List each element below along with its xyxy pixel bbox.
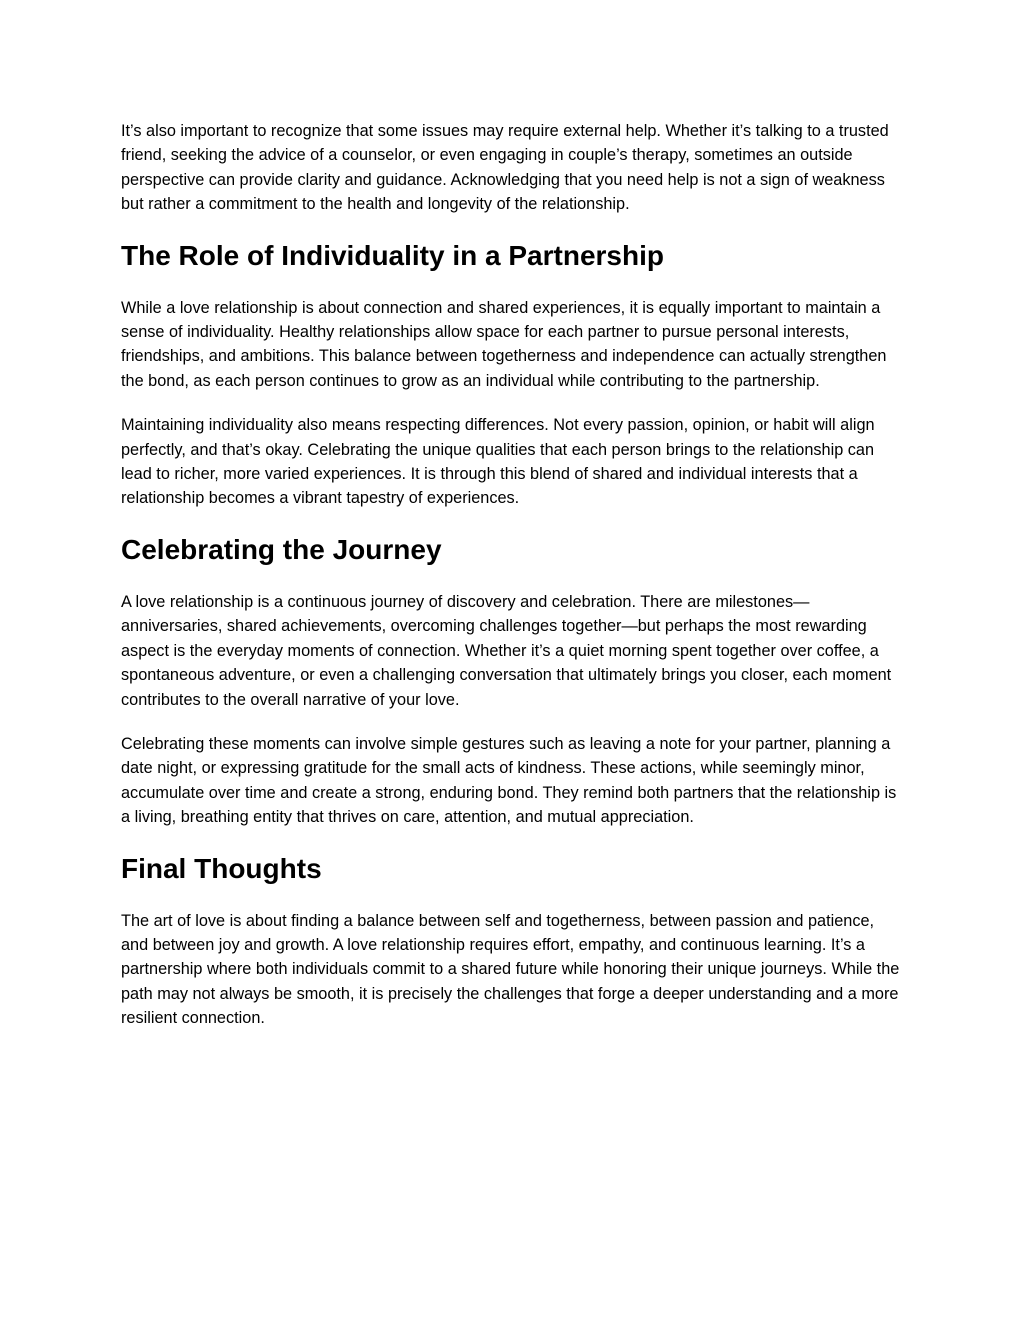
intro-paragraph: It’s also important to recognize that some issues may require external help. Whether it’s talking to a trusted friend, seeking the advice of a counselor, or even engaging in couple’s therapy, sometimes an outside perspective can provide clarity and guidance. Acknowledging that you need help is not a sign of weakness but rather a commitment to the health and longevity of the relationship. — [121, 122, 889, 214]
section-paragraph: While a love relationship is about connection and shared experiences, it is equally important to maintain a sense of individuality. Healthy relationships allow space for each partner to pursue personal interests, friendships, and ambitions. This balance between togetherness and independence can actually strengthen the bond, as each person continues to grow as an individual while contributing to the partnership. — [121, 298, 887, 390]
section-paragraph: The art of love is about finding a balance between self and togetherness, between passion and patience, and between joy and growth. A love relationship requires effort, empathy, and continuous learning. It’s a partnership where both individuals commit to a shared future while honoring their unique journeys. While the path may not always be smooth, it is precisely the challenges that forge a deeper understanding and a more resilient connection. — [121, 911, 900, 1028]
section-final-thoughts — [121, 852, 903, 1031]
section-heading: Celebrating the Journey — [121, 533, 442, 565]
section-paragraph: A love relationship is a continuous journey of discovery and celebration. There are milestones—anniversaries, shared achievements, overcoming challenges together—but perhaps the most rewarding aspect is the everyday moments of connection. Whether it’s a quiet morning spent together over coffee, a spontaneous adventure, or even a challenging conversation that ultimately brings you closer, each moment contributes to the overall narrative of your love. — [121, 592, 892, 709]
section-paragraph: Maintaining individuality also means respecting differences. Not every passion, opinion, or habit will align perfectly, and that’s okay. Celebrating the unique qualities that each person brings to the relationship can lead to richer, more varied experiences. It is through this blend of shared and individual interests that a relationship becomes a vibrant tapestry of experiences. — [121, 416, 875, 508]
section-heading: The Role of Individuality in a Partnership — [121, 239, 664, 271]
section-paragraph: Celebrating these moments can involve simple gestures such as leaving a note for your partner, planning a date night, or expressing gratitude for the small acts of kindness. These actions, while seemingly minor, accumulate over time and create a strong, enduring bond. They remind both partners that the relationship is a living, breathing entity that thrives on care, attention, and mutual appreciation. — [121, 734, 897, 827]
section-heading: Final Thoughts — [121, 852, 322, 884]
document-page — [121, 119, 903, 1051]
section-individuality — [121, 239, 903, 511]
section-celebrating — [121, 533, 903, 830]
